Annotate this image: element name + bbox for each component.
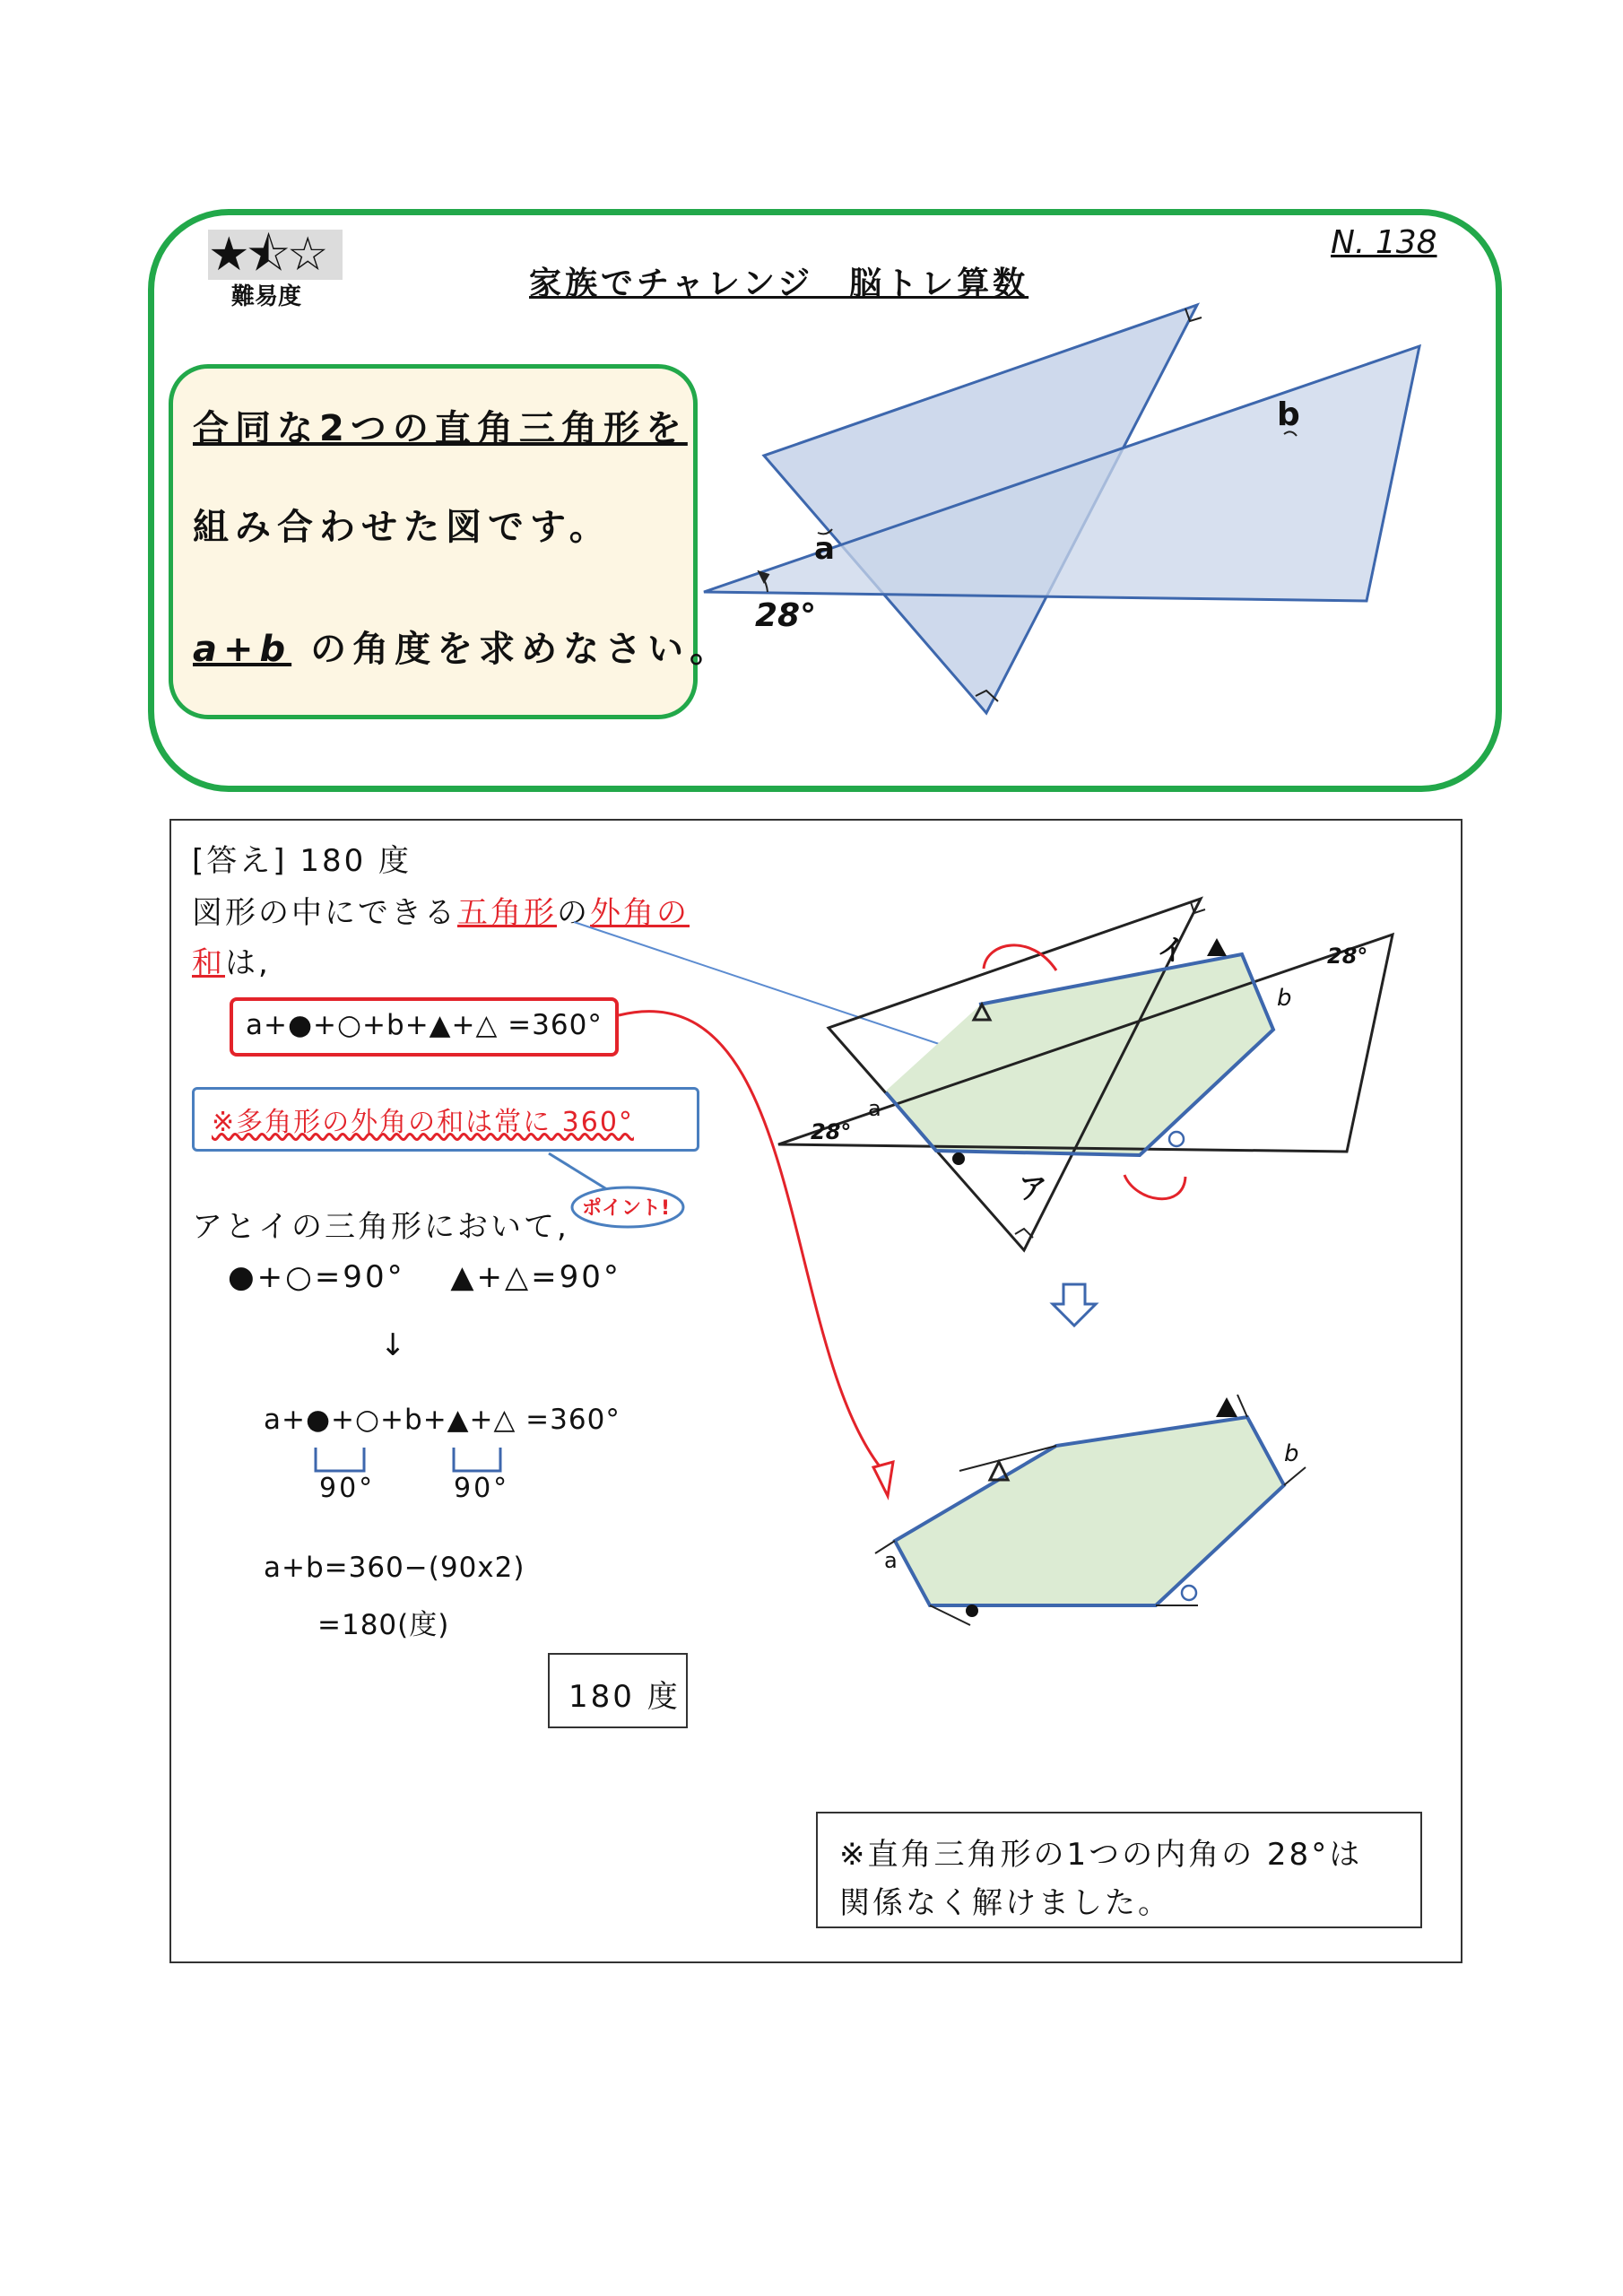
point-label: ポイント! [582,1197,671,1220]
question-line-2: 組み合わせた図です。 [193,507,612,548]
answer-heading: [答え] 180 度 [192,843,412,879]
fig1-label-b: b [1277,396,1300,433]
red-curve-arrow [619,1012,883,1471]
answer-line-1b: 五角形 [457,895,557,931]
triangle-line: アとイの三角形において, [192,1209,569,1245]
question-line-3-rest: の角度を求めなさい。 [291,629,733,670]
fig2-label-a: a [868,1096,881,1121]
down-arrow-text: ↓ [380,1327,409,1363]
difficulty-stars: ★⯪☆ [208,230,343,280]
fig1-label-28: 28° [755,597,817,634]
angle-sums: ●+○=90° ▲+△=90° [228,1259,621,1295]
final-answer: 180 度 [568,1679,681,1715]
question-a-plus-b: a+b [193,629,292,670]
note-line-1: ※直角三角形の1つの内角の 28°は [839,1837,1363,1873]
fig2-label-a-kana: ア [1019,1171,1048,1205]
down-arrow-icon [1053,1284,1096,1326]
equation-1: a+●+○+b+▲+△ =360° [246,1009,603,1041]
point-bubble-tail [549,1153,610,1191]
note-line-2: 関係なく解けました。 [839,1885,1171,1921]
figure-3 [875,1395,1306,1625]
bracket-1 [316,1448,364,1471]
fig3-label-a: a [884,1548,898,1573]
fig1-label-a: a [814,531,835,567]
bracket-1-label: 90° [319,1473,376,1504]
answer-line-2b: は, [225,945,271,981]
problem-number: N. 138 [1331,224,1437,261]
page-title: 家族でチャレンジ 脳トレ算数 [529,265,1029,302]
fig2-label-b: b [1277,985,1292,1012]
difficulty-label: 難易度 [231,283,302,310]
fig3-label-b: b [1284,1440,1299,1467]
answer-line-1a: 図形の中にできる [192,895,457,931]
answer-line-1d: 外角の [590,895,690,931]
calc-1: a+b=360−(90x2) [264,1552,525,1584]
question-line-1: 合同な2つの直角三角形を [193,408,688,449]
bracket-2 [454,1448,500,1471]
calc-2: =180(度) [317,1609,450,1641]
fig2-label-28-left: 28° [811,1119,852,1144]
equation-2: a+●+○+b+▲+△ =360° [264,1404,621,1436]
scroll-text: ※多角形の外角の和は常に 360° [212,1107,634,1138]
fig2-label-28-top: 28° [1327,944,1368,969]
fig2-label-i: イ [1157,933,1186,967]
answer-line-2a: 和 [192,945,225,981]
bracket-2-label: 90° [454,1473,510,1504]
figure-2 [778,899,1393,1381]
answer-line-1c: の [557,895,590,931]
